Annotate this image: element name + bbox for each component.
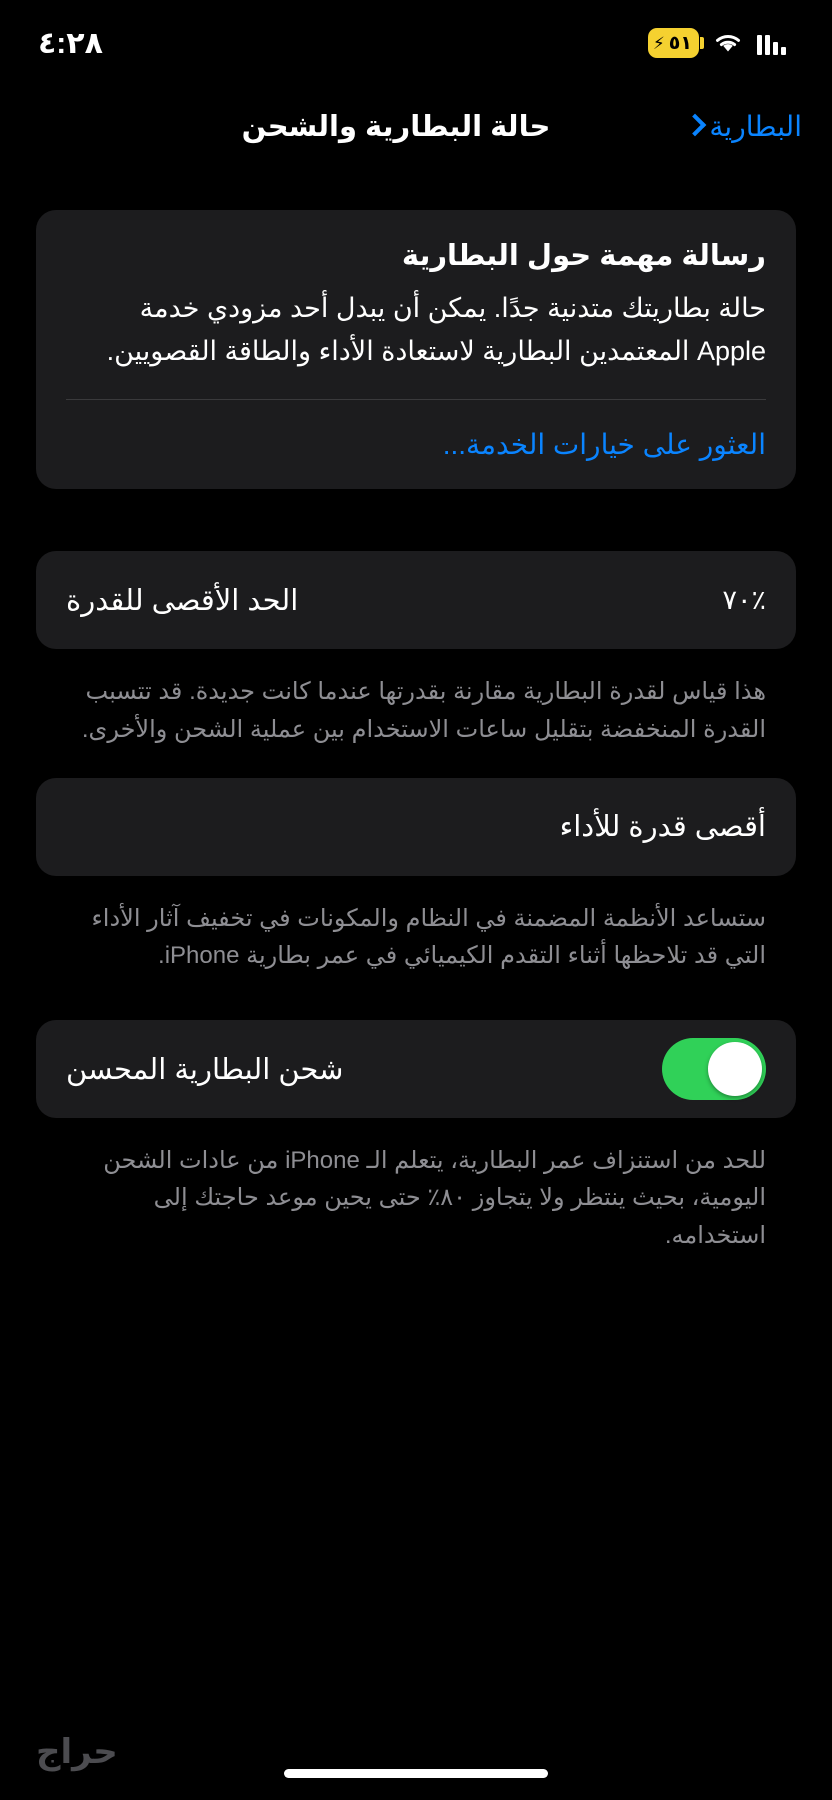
optimized-battery-charging-toggle[interactable]: [662, 1038, 766, 1100]
optimized-battery-charging-row[interactable]: [36, 1020, 796, 1118]
section-spacer: [36, 501, 796, 551]
watermark-label: حراج: [36, 1733, 118, 1771]
settings-content: [0, 166, 832, 1670]
peak-performance-label: أقصى قدرة للأداء: [559, 811, 766, 844]
page-title: حالة البطارية والشحن: [241, 110, 551, 143]
maximum-capacity-value: ٧٠٪: [722, 584, 766, 615]
cellular-signal-icon: [757, 31, 786, 55]
status-bar-time: ٤:٢٨: [38, 26, 103, 60]
back-button-label: البطارية: [709, 110, 802, 142]
bottom-area: [0, 1670, 832, 1800]
optimized-battery-charging-footnote: للحد من استنزاف عمر البطارية، يتعلم الـ iPhone من عادات الشحن اليومية، بحيث ينتظر ولا يتجاوز ٨٠٪ حتى يحين موعد حاجتك إلى استخدامه.: [103, 1147, 766, 1249]
chevron-right-icon: [684, 114, 707, 137]
maximum-capacity-card[interactable]: [36, 551, 796, 649]
peak-performance-footnote: ستساعد الأنظمة المضمنة في النظام والمكونات في تخفيف آثار الأداء التي قد تلاحظها أثناء التقدم الكيميائي في عمر بطارية iPhone.: [91, 904, 766, 969]
status-bar: [0, 0, 832, 86]
section-spacer-2: [36, 1004, 796, 1020]
battery-message-body: حالة بطاريتك متدنية جدًا. يمكن أن يبدل أحد مزودي خدمة Apple المعتمدين البطارية لاستعادة الأداء والطاقة القصويين.: [106, 293, 766, 367]
maximum-capacity-footnote: هذا قياس لقدرة البطارية مقارنة بقدرتها عندما كانت جديدة. قد تتسبب القدرة المنخفضة بتقليل ساعات الاستخدام بين عملية الشحن والأخرى.: [81, 678, 766, 743]
battery-status-indicator: [648, 28, 699, 58]
home-indicator[interactable]: [284, 1769, 548, 1778]
maximum-capacity-label: الحد الأقصى للقدرة: [66, 584, 299, 617]
battery-message-card: [36, 210, 796, 489]
navigation-bar: [0, 86, 832, 166]
optimized-battery-charging-label: شحن البطارية المحسن: [66, 1053, 344, 1086]
peak-performance-row[interactable]: [36, 778, 796, 876]
charging-bolt-icon: ⚡: [652, 33, 665, 53]
peak-performance-card[interactable]: [36, 778, 796, 876]
maximum-capacity-row[interactable]: [36, 551, 796, 649]
battery-level-label: ٥١: [668, 32, 692, 54]
find-service-options-link[interactable]: العثور على خيارات الخدمة...: [442, 429, 766, 461]
status-bar-left: [648, 28, 786, 58]
back-button[interactable]: [687, 86, 802, 166]
toggle-knob: [708, 1042, 762, 1096]
optimized-battery-charging-card[interactable]: [36, 1020, 796, 1118]
battery-message-title: رسالة مهمة حول البطارية: [401, 240, 766, 272]
wifi-icon: [713, 31, 743, 55]
